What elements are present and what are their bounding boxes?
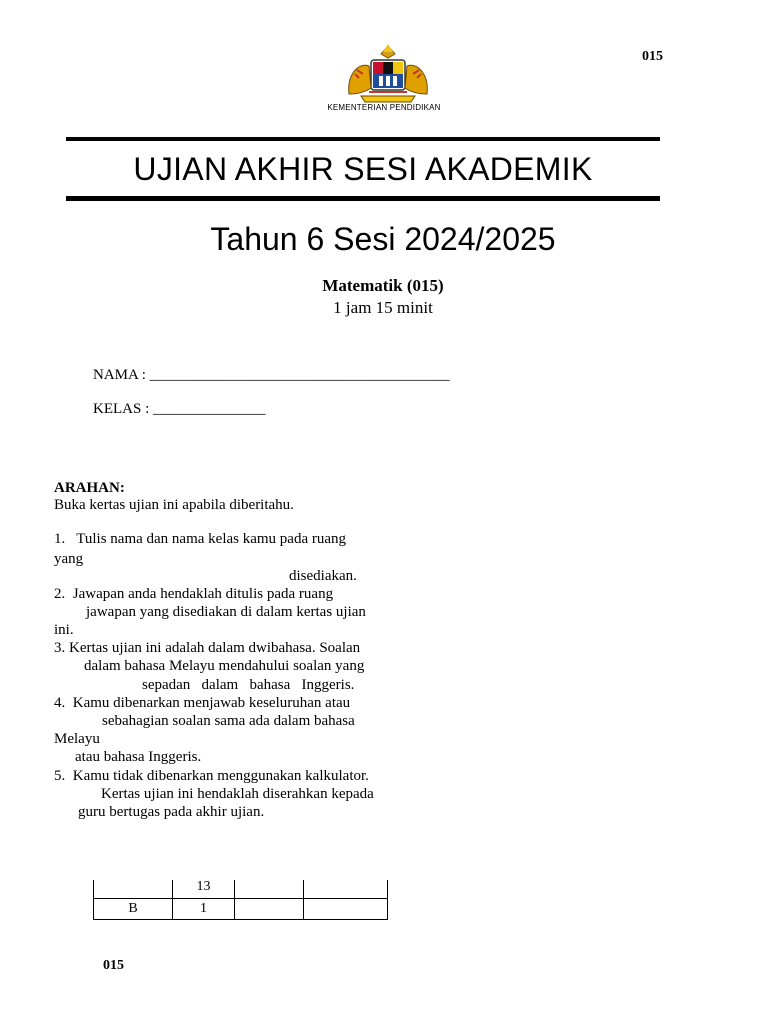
- exam-duration: 1 jam 15 minit: [333, 298, 433, 317]
- table-cell: B: [94, 899, 173, 920]
- instruction-line: yang: [54, 551, 84, 567]
- instruction-line: dalam bahasa Melayu mendahului soalan yang: [84, 658, 365, 674]
- paper-code: 015: [642, 49, 663, 64]
- table-cell: 1: [173, 899, 235, 920]
- table-cell: [235, 899, 304, 920]
- year-session: Tahun 6 Sesi 2024/2025: [210, 221, 556, 257]
- table-cell: [304, 880, 388, 899]
- exam-title: UJIAN AKHIR SESI AKADEMIK: [133, 151, 593, 187]
- instruction-line: 4. Kamu dibenarkan menjawab keseluruhan atau: [54, 695, 351, 711]
- instruction-line: 1. Tulis nama dan nama kelas kamu pada ruang: [54, 531, 347, 547]
- instruction-line: sepadan dalam bahasa Inggeris.: [142, 677, 355, 693]
- score-table: [93, 880, 388, 920]
- title-rule-bottom: [66, 196, 660, 201]
- title-rule-top: [66, 137, 660, 141]
- table-cell: 13: [173, 880, 235, 899]
- name-field[interactable]: NAMA : ________________________________________: [93, 367, 450, 383]
- class-field[interactable]: KELAS : _______________: [93, 401, 266, 417]
- coat-of-arms-logo: [343, 44, 433, 106]
- instruction-line: jawapan yang disediakan di dalam kertas ujian: [86, 604, 366, 620]
- instruction-line: sebahagian soalan sama ada dalam bahasa: [102, 713, 355, 729]
- instruction-line: 3. Kertas ujian ini adalah dalam dwibahasa. Soalan: [54, 640, 361, 656]
- instruction-line: 5. Kamu tidak dibenarkan menggunakan kalkulator.: [54, 768, 369, 784]
- ministry-label: KEMENTERIAN PENDIDIKAN: [327, 103, 441, 112]
- instructions-heading: ARAHAN:: [54, 480, 125, 496]
- table-cell: [94, 880, 173, 899]
- table-cell: [235, 880, 304, 899]
- instruction-line: atau bahasa Inggeris.: [75, 749, 202, 765]
- instruction-line: Buka kertas ujian ini apabila diberitahu.: [54, 497, 294, 513]
- instruction-line: Kertas ujian ini hendaklah diserahkan kepada: [101, 786, 374, 802]
- subject-title: Matematik (015): [322, 276, 444, 295]
- table-row: [94, 899, 388, 920]
- instruction-line: guru bertugas pada akhir ujian.: [78, 804, 265, 820]
- table-cell: [304, 899, 388, 920]
- table-row: [94, 880, 388, 899]
- instruction-line: Melayu: [54, 731, 100, 747]
- paper-code-footer: 015: [103, 958, 124, 973]
- instruction-line: disediakan.: [289, 568, 357, 584]
- instruction-line: 2. Jawapan anda hendaklah ditulis pada ruang: [54, 586, 334, 602]
- instruction-line: ini.: [54, 622, 74, 638]
